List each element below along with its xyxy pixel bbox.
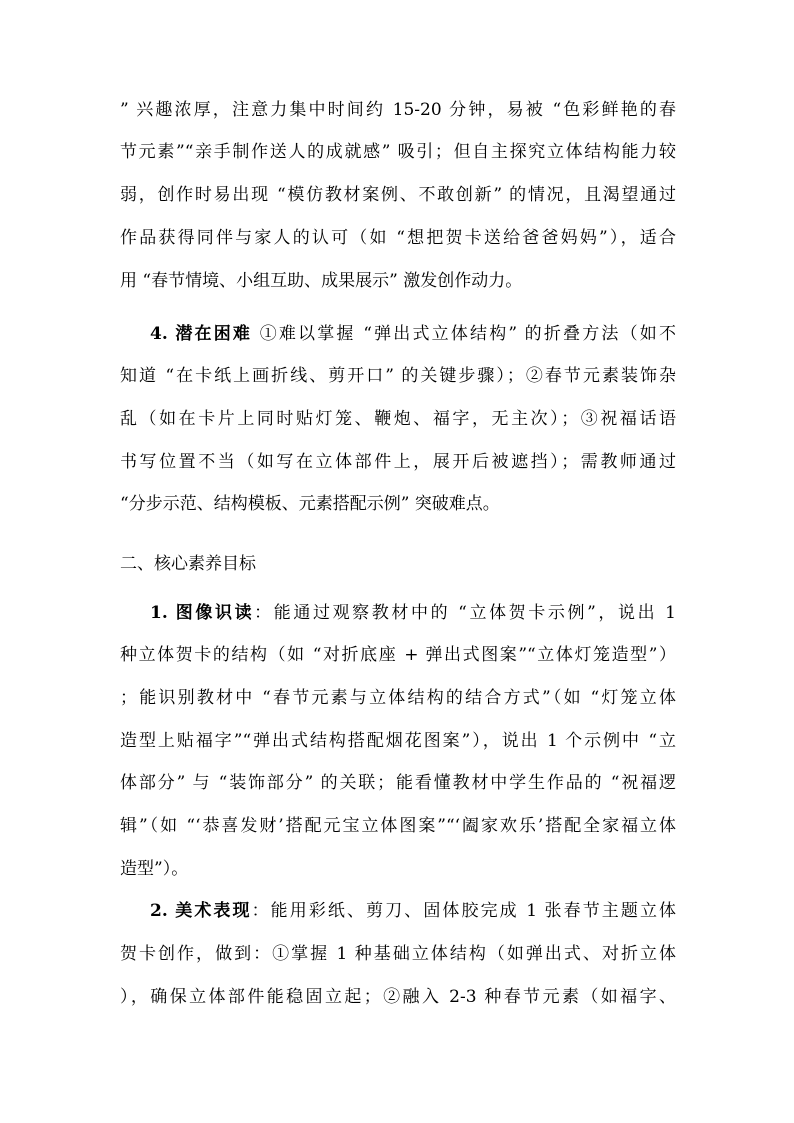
section-heading: 二、核心素养目标 (120, 554, 256, 574)
item-number: 4. (150, 324, 168, 344)
item-number: 2. (150, 901, 168, 921)
item-text: ①难以掌握 “弹出式立体结构” 的折叠方法（如不 (259, 324, 676, 344)
paragraph-line: ；能识别教材中 “春节元素与立体结构的结合方式”（如 “灯笼立体 (120, 688, 676, 708)
paragraph-line: 弱，创作时易出现 “模仿教材案例、不敢创新” 的情况，且渴望通过 (120, 185, 676, 205)
item-label: 美术表现 (175, 901, 252, 921)
item-4-first-line (150, 322, 676, 346)
item-label: 潜在困难 (175, 324, 253, 344)
paragraph-line: ），确保立体部件能稳固立起；②融入 2-3 种春节元素（如福字、 (120, 987, 676, 1007)
paragraph-line: 节元素”“亲手制作送人的成就感” 吸引；但自主探究立体结构能力较 (120, 142, 676, 162)
item-text: ：能用彩纸、剪刀、固体胶完成 1 张春节主题立体 (251, 901, 676, 921)
paragraph-line: 乱（如在卡片上同时贴灯笼、鞭炮、福字，无主次）；③祝福话语 (120, 409, 676, 429)
paragraph-line: 书写位置不当（如写在立体部件上，展开后被遮挡）；需教师通过 (120, 452, 676, 472)
paragraph-line: 作品获得同伴与家人的认可（如 “想把贺卡送给爸爸妈妈”），适合 (120, 228, 676, 248)
paragraph-line: 体部分” 与 “装饰部分” 的关联；能看懂教材中学生作品的 “祝福逻 (120, 773, 676, 793)
paragraph-line: 贺卡创作，做到：①掌握 1 种基础立体结构（如弹出式、对折立体 (120, 944, 676, 964)
paragraph-line: 辑”（如 “‘恭喜发财’搭配元宝立体图案”“‘阖家欢乐’搭配全家福立体 (120, 816, 676, 836)
paragraph-line: “分步示范、结构模板、元素搭配示例” 突破难点。 (120, 494, 500, 514)
paragraph-line: 造型上贴福字”“弹出式结构搭配烟花图案”），说出 1 个示例中 “立 (120, 731, 676, 751)
item-label: 图像识读 (175, 603, 255, 623)
item-number: 1. (150, 603, 168, 623)
paragraph-line: 用 “春节情境、小组互助、成果展示” 激发创作动力。 (120, 271, 523, 291)
paragraph-line: 造型”）。 (120, 859, 189, 879)
item-2-first-line (150, 899, 676, 923)
item-text: ：能通过观察教材中的 “立体贺卡示例”，说出 1 (254, 603, 676, 623)
item-1-first-line (150, 601, 676, 625)
paragraph-line: 种立体贺卡的结构（如 “对折底座 + 弹出式图案”“立体灯笼造型”） (120, 645, 676, 665)
paragraph-line: ” 兴趣浓厚，注意力集中时间约 15-20 分钟，易被 “色彩鲜艳的春 (120, 100, 676, 120)
paragraph-line: 知道 “在卡纸上画折线、剪开口” 的关键步骤）；②春节元素装饰杂 (120, 366, 676, 386)
